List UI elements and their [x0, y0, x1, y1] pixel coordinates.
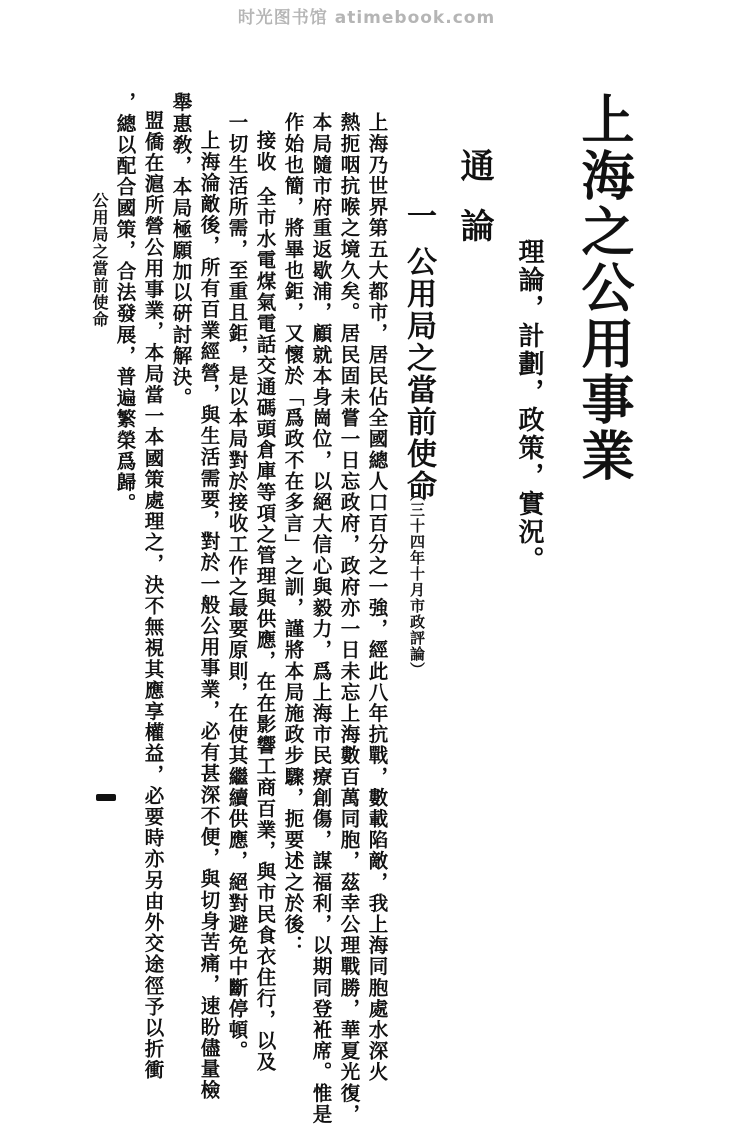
chapter-title: 公用局之當前使命	[401, 246, 436, 502]
body-column-3: 本局隨市府重返歇浦，顧就本身崗位，以絕大信心與毅力，爲上海市民療創傷，謀福利，以期同登袵席。惟是	[309, 112, 333, 1125]
chapter-heading	[396, 200, 440, 502]
body-column-9: 盟僑在滬所營公用事業，本局當一本國策處理之，決不無視其應享權益，必要時亦另由外交途徑予以折衝	[141, 110, 165, 1081]
page-subtitle: 理論，計劃，政策，實況。	[514, 238, 544, 574]
chapter-number: 一	[401, 200, 436, 232]
chapter-source-note: （三十四年十月市政評論）	[408, 486, 426, 678]
running-footer: 公用局之當前使命	[90, 192, 109, 328]
body-column-1: 上海乃世界第五大都市，居民佔全國總人口百分之一強，經此八年抗戰，數載陷敵，我上海同胞處水深火	[365, 112, 389, 1083]
body-column-6: 一切生活所需，至重且鉅，是以本局對於接收工作之最要原則，在使其繼續供應，絕對避免中斷停頓。	[225, 112, 249, 1062]
section-title: 通論	[454, 148, 494, 268]
body-column-7: 上海淪敵後，所有百業經營，與生活需要，對於一般公用事業，必有甚深不便，與切身苦痛，速盼儘量檢	[197, 130, 221, 1101]
body-column-2: 熱扼咽抗喉之境久矣。居民固未嘗一日忘政府，政府亦一日未忘上海數百萬同胞，茲幸公理戰勝，華夏光復，	[337, 112, 361, 1125]
watermark-text: 时光图书馆 atimebook.com	[237, 8, 496, 28]
takeover-line-1: 全市水電煤氣電話交通碼頭倉庫等項之管理與供應，在在影響工商百業，與市民食衣住行，以及	[253, 186, 277, 1073]
page-mark	[96, 794, 116, 801]
page-title: 上海之公用事業	[573, 92, 635, 484]
body-column-8: 舉惠敎，本局極願加以硏討解決。	[169, 92, 193, 409]
body-column-5	[255, 130, 275, 1072]
body-column-4: 作始也簡，將畢也鉅，又懷於「爲政不在多言」之訓，謹將本局施政步驟，扼要述之於後：	[281, 112, 305, 956]
body-column-10: ，總以配合國策，合法發展，普遍繁榮爲歸。	[113, 92, 137, 514]
takeover-label: 接收	[253, 130, 277, 173]
